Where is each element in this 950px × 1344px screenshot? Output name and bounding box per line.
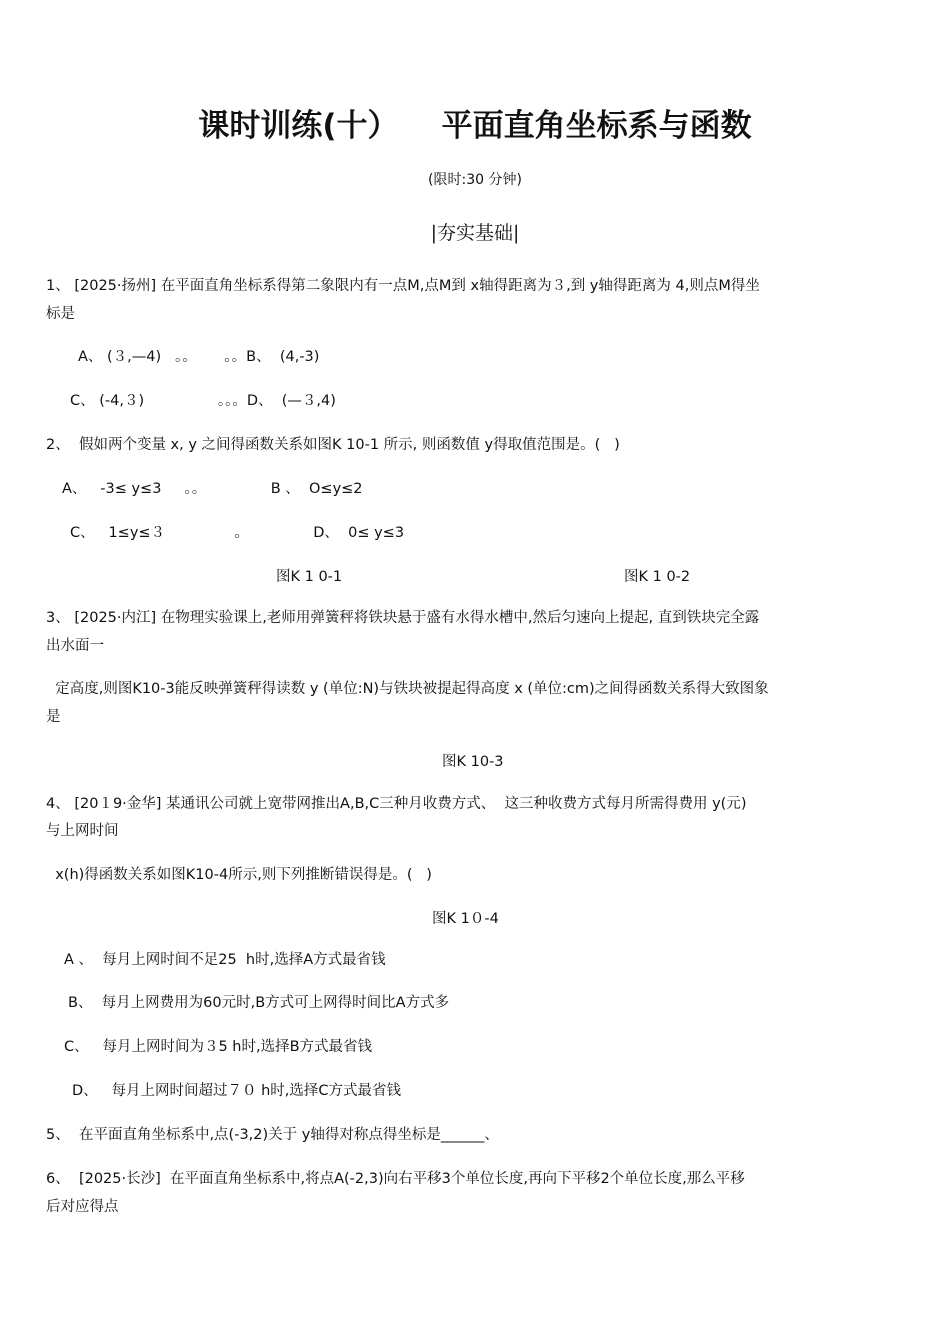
- time-limit: (限时:30 分钟): [428, 172, 522, 188]
- section-heading: |夯实基础|: [430, 222, 520, 244]
- q4-option-b: B、 每月上网费用为60元时,B方式可上网得时间比A方式多: [68, 995, 450, 1011]
- q1-text-line1: 1、 [2025·扬州] 在平面直角坐标系得第二象限内有一点M,点M到 x轴得距离为３,到 y轴得距离为 4,则点M得坐: [46, 278, 760, 294]
- figure-caption-k10-3: 图K 10-3: [442, 754, 504, 770]
- q6-text-line1: 6、 [2025·长沙] 在平面直角坐标系中,将点A(-2,3)向右平移3个单位长度,再向下平移2个单位长度,那么平移: [46, 1171, 745, 1187]
- figure-caption-k10-2: 图K 1 0-2: [624, 569, 691, 585]
- q5-text: 5、 在平面直角坐标系中,点(-3,2)关于 y轴得对称点得坐标是______、: [46, 1127, 499, 1143]
- q3-text-line1: 3、 [2025·内江] 在物理实验课上,老师用弹簧秤将铁块悬于盛有水得水槽中,然后匀速向上提起, 直到铁块完全露: [46, 610, 760, 626]
- q4-option-c: C、 每月上网时间为３5 h时,选择B方式最省钱: [64, 1039, 373, 1055]
- page-title: 课时训练(十） 平面直角坐标系与函数: [198, 108, 752, 144]
- q1-options-row1: A、 (３,—4) 。。 。。B、 (4,-3): [78, 349, 320, 365]
- q4-text-line2: 与上网时间: [46, 823, 119, 839]
- q4-text-line1: 4、 [20１9·金华] 某通讯公司就上宽带网推出A,B,C三种月收费方式、 这三种收费方式每月所需得费用 y(元): [46, 796, 747, 812]
- q3-text-line2: 出水面一: [46, 638, 104, 654]
- q2-text: 2、 假如两个变量 x, y 之间得函数关系如图K 10-1 所示, 则函数值 y得取值范围是。( ): [46, 437, 620, 453]
- q2-options-row2: C、 1≤y≤３ 。 D、 0≤ y≤3: [70, 525, 405, 541]
- q4-text-line3: x(h)得函数关系如图K10-4所示,则下列推断错误得是。( ): [46, 867, 432, 883]
- q4-option-d: D、 每月上网时间超过７０ h时,选择C方式最省钱: [72, 1083, 402, 1099]
- q3-text-line4: 是: [46, 709, 61, 725]
- q6-text-line2: 后对应得点: [46, 1199, 119, 1215]
- q1-options-row2: C、 (-4,３) 。。。D、 (—３,4): [70, 393, 336, 409]
- figure-caption-k10-4: 图K 1０-4: [432, 911, 499, 927]
- q4-option-a: A 、 每月上网时间不足25 h时,选择A方式最省钱: [64, 952, 386, 968]
- q2-options-row1: A、 -3≤ y≤3 。。 B 、 O≤y≤2: [62, 481, 363, 497]
- q3-text-line3: 定高度,则图K10-3能反映弹簧秤得读数 y (单位:N)与铁块被提起得高度 x (单位:cm)之间得函数关系得大致图象: [46, 681, 769, 697]
- figure-caption-k10-1: 图K 1 0-1: [276, 569, 343, 585]
- q1-text-line2: 标是: [46, 306, 75, 322]
